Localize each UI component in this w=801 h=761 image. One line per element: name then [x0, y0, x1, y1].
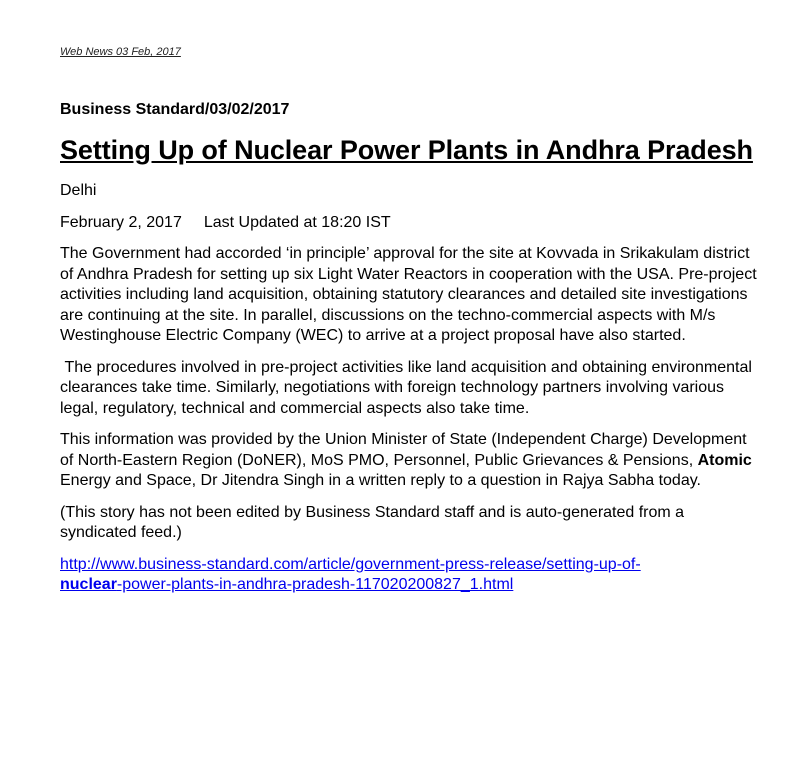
article-title: Setting Up of Nuclear Power Plants in Andhra Pradesh [60, 135, 753, 165]
article-updated: Last Updated at 18:20 IST [203, 213, 391, 231]
article-link-paragraph [60, 555, 760, 596]
source-line: Business Standard/03/02/2017 [60, 101, 290, 118]
article-body [60, 181, 760, 607]
paragraph-3-bold-word: Atomic [697, 451, 752, 469]
paragraph-3-text-end: Energy and Space, Dr Jitendra Singh in a written reply to a question in Rajya Sabha today. [60, 472, 701, 489]
link-bold-word: nuclear [60, 576, 117, 593]
article-paragraph-3 [60, 430, 760, 492]
web-news-label: Web News 03 Feb, 2017 [60, 46, 181, 58]
article-location: Delhi [60, 182, 97, 199]
article-paragraph-1: The Government had accorded ‘in principle’ approval for the site at Kovvada in Srikakulam district of Andhra Pradesh for setting up six Light Water Reactors in cooperation with the USA. Pre-project activities including land acquisition, obtaining statutory clearances and detailed site investigations are continuing at the site. In parallel, discussions on the techno-commercial aspects with M/s Westinghouse Electric Company (WEC) to arrive at a project proposal have also started. [60, 245, 757, 344]
article-paragraph-2: The procedures involved in pre-project activities like land acquisition and obtaining environmental clearances take time. Similarly, negotiations with foreign technology partners involving various legal, regulatory, technical and commercial aspects also take time. [60, 358, 757, 417]
link-text-start: http://www.business-standard.com/article/government-press-release/setting-up-of- [60, 555, 641, 573]
article-source-link[interactable] [60, 556, 641, 594]
article-date: February 2, 2017 [60, 213, 182, 231]
paragraph-3-text-start: This information was provided by the Union Minister of State (Independent Charge) Development of North-Eastern Region (DoNER), MoS PMO, Personnel, Public Grievances & Pensions, [60, 431, 747, 469]
article-note: (This story has not been edited by Business Standard staff and is auto-generated from a syndicated feed.) [60, 503, 685, 541]
article-dateline [60, 213, 760, 234]
link-text-end: -power-plants-in-andhra-pradesh-117020200827_1.html [116, 576, 514, 593]
